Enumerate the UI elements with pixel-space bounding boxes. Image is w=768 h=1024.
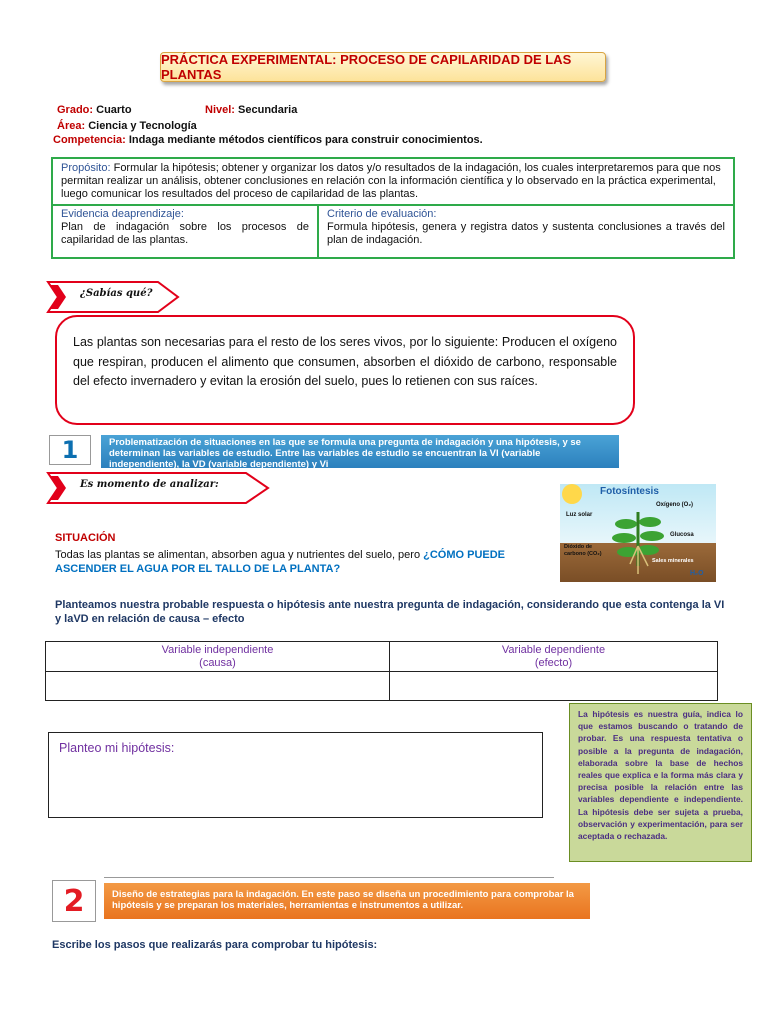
nivel-label: Nivel: bbox=[205, 104, 235, 116]
step-2-banner: Diseño de estrategias para la indagación. En este paso se diseña un procedimiento para comprobar la hipótesis y se preparan los materiales, herramientas e instrumentos a utilizar. bbox=[104, 883, 590, 919]
proposito-label: Propósito: bbox=[61, 162, 111, 174]
purpose-table bbox=[51, 157, 735, 259]
vi-input-cell[interactable] bbox=[46, 672, 390, 700]
area-line bbox=[57, 120, 197, 132]
proposito-cell bbox=[53, 159, 733, 206]
hipotesis-label: Planteo mi hipótesis: bbox=[59, 741, 175, 755]
sabias-info-box: Las plantas son necesarias para el resto de los seres vivos, por lo siguiente: Producen el oxígeno que respiran, producen el alimento que consumen, absorben el dióxido de carbono, responsable del efecto invernadero y evitan la erosión del suelo, pues lo retienen con sus raíces. bbox=[55, 315, 635, 425]
situacion-question: ¿CÓMO PUEDE ASCENDER EL AGUA POR EL TALLO DE LA PLANTA? bbox=[55, 549, 506, 575]
criterio-text: Formula hipótesis, genera y registra datos y sustenta conclusiones a través del plan de indagación. bbox=[327, 221, 725, 246]
analizar-label: Es momento de analizar: bbox=[80, 479, 219, 490]
competencia-label: Competencia: bbox=[53, 134, 126, 146]
grado-line bbox=[57, 104, 132, 116]
vi-header-label: Variable independiente bbox=[161, 644, 274, 656]
criterio-cell bbox=[319, 206, 733, 257]
vd-input-cell[interactable] bbox=[390, 672, 717, 700]
vd-header bbox=[390, 642, 717, 672]
competencia-value: Indaga mediante métodos científicos para construir conocimientos. bbox=[128, 134, 483, 146]
step-1-banner: Problematización de situaciones en las que se formula una pregunta de indagación y una hipótesis, y se determinan las variables de estudio. Entre las variables de estudio se encuentran la VI (variable independiente), la VD (variable dependiente) y Vi bbox=[101, 435, 619, 468]
photosynthesis-image bbox=[560, 484, 716, 582]
variables-table bbox=[45, 641, 718, 701]
situacion-text: Todas las plantas se alimentan, absorben agua y nutrientes del suelo, pero bbox=[55, 549, 424, 561]
photo-sales-label: Sales minerales bbox=[652, 558, 694, 564]
photo-agua-label: H₂O bbox=[690, 570, 704, 577]
grado-label: Grado: bbox=[57, 104, 94, 116]
step-2-divider bbox=[104, 877, 554, 878]
planteamos-text: Planteamos nuestra probable respuesta o hipótesis ante nuestra pregunta de indagación, considerando que esta contenga la VI y laVD en relación de causa – efecto bbox=[55, 599, 725, 625]
hipotesis-box[interactable] bbox=[48, 732, 543, 818]
analizar-ribbon bbox=[46, 471, 271, 505]
vd-header-sub: (efecto) bbox=[534, 657, 573, 669]
grado-value: Cuarto bbox=[96, 104, 132, 116]
situacion-text-block bbox=[55, 548, 545, 576]
hipotesis-note: La hipótesis es nuestra guía, indica lo que estamos buscando o tratando de probar. Es una respuesta tentativa o posible a la pregunta de indagación, elaborada sobre la base de hechos reales que explica e la forma más clara y precisa posible la relación entre las variables dependiente e independiente. La hipótesis debe ser sujeta a prueba, observación y experimentación, para ser aceptada o rechazada. bbox=[569, 703, 752, 862]
evidencia-text: Plan de indagación sobre los procesos de capilaridad de las plantas. bbox=[61, 221, 309, 246]
step-1-number-icon: 1 bbox=[49, 435, 91, 465]
situacion-label: SITUACIÓN bbox=[55, 532, 116, 544]
area-label: Área: bbox=[57, 120, 86, 132]
photo-glucosa-label: Glucosa bbox=[670, 532, 694, 538]
evidencia-label: Evidencia deaprendizaje: bbox=[61, 208, 184, 220]
vd-header-label: Variable dependiente bbox=[501, 644, 606, 656]
escribe-text: Escribe los pasos que realizarás para comprobar tu hipótesis: bbox=[52, 939, 378, 951]
step-2-number-icon: 2 bbox=[52, 880, 96, 922]
vi-header bbox=[46, 642, 390, 672]
nivel-value: Secundaria bbox=[238, 104, 298, 116]
sabias-ribbon bbox=[46, 280, 181, 314]
photo-title: Fotosíntesis bbox=[600, 486, 659, 497]
page-title-box bbox=[160, 52, 606, 82]
page-title: PRÁCTICA EXPERIMENTAL: PROCESO DE CAPILARIDAD DE LAS PLANTAS bbox=[161, 52, 572, 82]
photo-luz-label: Luz solar bbox=[566, 512, 593, 518]
sabias-label: ¿Sabías qué? bbox=[80, 288, 153, 299]
proposito-text: Formular la hipótesis; obtener y organizar los datos y/o resultados de la indagación, los cuales interpretaremos para que nos permitan realizar un análisis, obtener conclusiones en relación con la información científica y lo observado en la práctica experimental, luego comunicar los resultados del proceso de capilaridad de las plantas. bbox=[61, 162, 721, 200]
photo-oxigeno-label: Oxígeno (O₂) bbox=[656, 502, 693, 508]
photo-dioxido-label: Dióxido de carbono (CO₂) bbox=[564, 544, 602, 557]
competencia-line bbox=[53, 134, 483, 146]
vi-header-sub: (causa) bbox=[199, 657, 236, 669]
nivel-line bbox=[205, 104, 297, 116]
evidencia-cell bbox=[53, 206, 319, 257]
criterio-label: Criterio de evaluación: bbox=[327, 208, 437, 220]
area-value: Ciencia y Tecnología bbox=[88, 120, 197, 132]
